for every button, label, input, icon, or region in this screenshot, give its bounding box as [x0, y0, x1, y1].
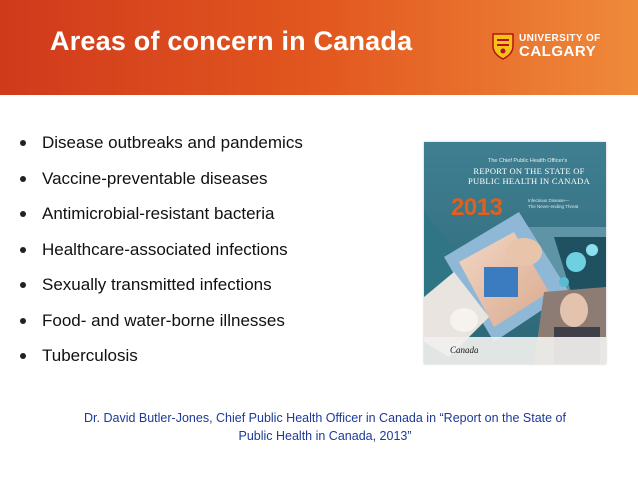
list-item: [18, 273, 303, 309]
cover-subtitle: [528, 198, 578, 209]
bullet-icon: [20, 247, 26, 253]
logo-line1: UNIVERSITY OF: [519, 33, 601, 44]
citation-caption: [36, 409, 614, 445]
bullet-icon: [20, 140, 26, 146]
cover-subtitle-line2: The Never-ending Threat: [528, 203, 579, 209]
list-item-text: Sexually transmitted infections: [42, 275, 272, 294]
concern-list: [18, 131, 303, 380]
report-cover-image: [424, 142, 606, 364]
list-item: [18, 202, 303, 238]
bullet-icon: [20, 318, 26, 324]
bullet-icon: [20, 176, 26, 182]
list-item: [18, 238, 303, 274]
logo-line2: CALGARY: [519, 43, 597, 60]
list-item-text: Antimicrobial-resistant bacteria: [42, 204, 275, 223]
bullet-icon: [20, 211, 26, 217]
shield-icon: [491, 32, 515, 60]
list-item: [18, 131, 303, 167]
cover-year: 2013: [451, 194, 503, 221]
slide-title: Areas of concern in Canada: [50, 26, 413, 56]
list-item-text: Healthcare-associated infections: [42, 239, 288, 259]
list-item-text: Vaccine-preventable diseases: [42, 168, 268, 188]
list-item: [18, 167, 303, 203]
cover-subtitle-line1: Infectious Disease—: [528, 198, 570, 203]
list-item: [18, 309, 303, 345]
bullet-icon: [20, 282, 26, 288]
list-item-text: Food- and water-borne illnesses: [42, 310, 285, 330]
canada-wordmark: Canada: [450, 345, 479, 355]
list-item: [18, 344, 303, 380]
cover-kicker: The Chief Public Health Officer's: [488, 158, 568, 164]
citation-line2: Public Health in Canada, 2013”: [238, 429, 412, 443]
cover-title-line2: PUBLIC HEALTH IN CANADA: [468, 175, 591, 186]
cover-title-line1: REPORT ON THE STATE OF: [473, 166, 585, 176]
list-item-text: Tuberculosis: [42, 346, 138, 365]
citation-line1: Dr. David Butler-Jones, Chief Public Health Officer in Canada in “Report on the State of: [84, 411, 566, 425]
logo-wordmark: [519, 33, 601, 60]
cover-title: [468, 167, 590, 186]
list-item-text: Disease outbreaks and pandemics: [42, 133, 303, 152]
bullet-icon: [20, 353, 26, 359]
